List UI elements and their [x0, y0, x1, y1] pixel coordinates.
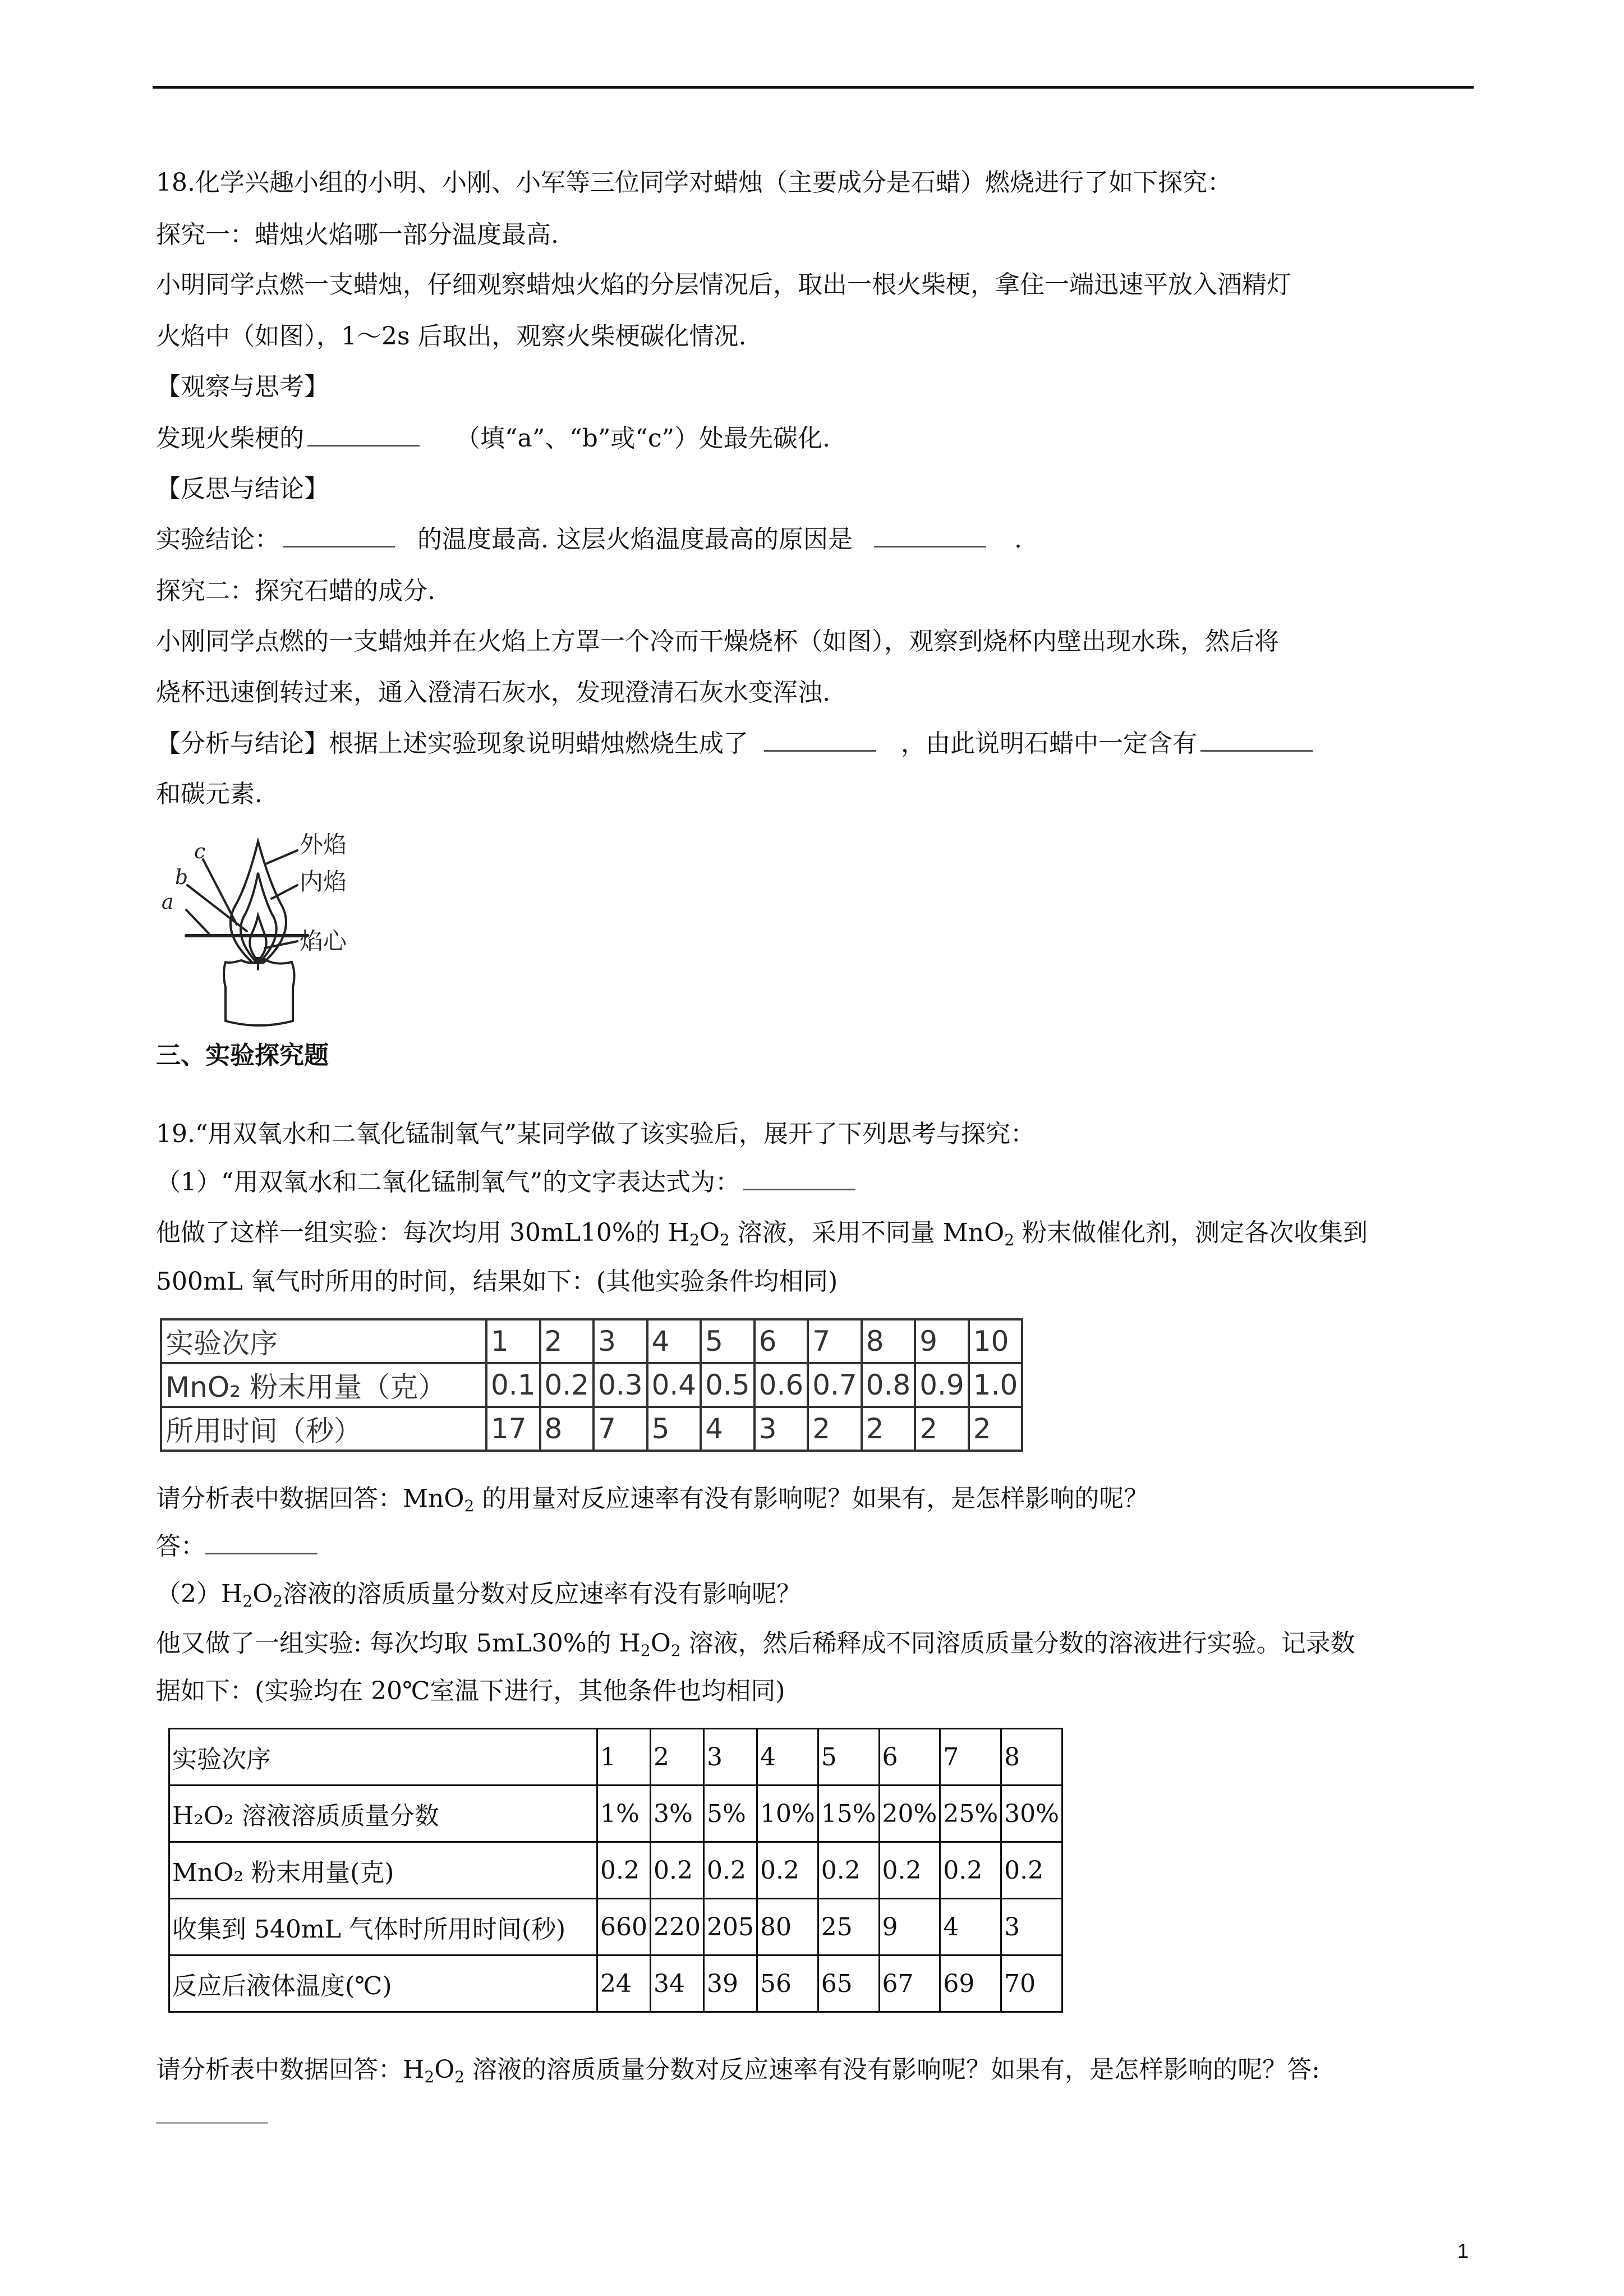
q18-observe-line — [156, 422, 830, 455]
sub-2: 2 — [670, 1641, 681, 1660]
q18-conclusion-mid: 的温度最高. 这层火焰温度最高的原因是 — [417, 525, 853, 554]
q19-exp1-o: O — [699, 1218, 720, 1247]
label-flame-core: 焰心 — [300, 927, 347, 955]
label-b: b — [175, 866, 188, 889]
q18-procedure-line1: 小明同学点燃一支蜡烛，仔细观察蜡烛火焰的分层情况后，取出一根火柴梗，拿住一端迅速平放入酒精灯 — [156, 270, 1291, 299]
q19-ask2-pre: 请分析表中数据回答：H — [156, 2055, 425, 2084]
candle-flame-figure — [153, 819, 366, 1032]
answer-label: 答： — [156, 1532, 205, 1561]
q19-exp2-line2: 据如下：(实验均在 20℃室温下进行，其他条件也均相同) — [156, 1677, 785, 1705]
q19-ask2-o: O — [434, 2055, 455, 2084]
table-cell: 9 — [915, 1319, 969, 1363]
q19-part2-o: O — [252, 1580, 273, 1608]
q18-reflect-heading: 【反思与结论】 — [156, 475, 329, 503]
sub-2: 2 — [454, 2068, 465, 2086]
answer-blank-6[interactable] — [743, 1166, 855, 1190]
sub-2: 2 — [1004, 1231, 1015, 1249]
sub-2: 2 — [273, 1592, 283, 1611]
table-cell: 65 — [818, 1955, 879, 2012]
q18-observe-heading: 【观察与思考】 — [156, 372, 329, 401]
q18-explore1: 探究一：蜡烛火焰哪一部分温度最高. — [156, 220, 559, 249]
q19-exp1-line2: 500mL 氧气时所用的时间，结果如下：(其他实验条件均相同) — [156, 1267, 838, 1296]
table-cell: 2 — [650, 1729, 703, 1786]
q18-stem: 18.化学兴趣小组的小明、小刚、小军等三位同学对蜡烛（主要成分是石蜡）燃烧进行了如下探究： — [156, 168, 1232, 197]
q19-stem: 19.“用双氧水和二氧化锰制氧气”某同学做了该实验后，展开了下列思考与探究： — [156, 1120, 1035, 1148]
pointer-outer — [266, 850, 297, 864]
q19-part2-pre: （2）H — [156, 1580, 243, 1608]
table-cell: 4 — [647, 1319, 701, 1363]
q19-ask2-post: 溶液的溶质质量分数对反应速率有没有影响呢？如果有，是怎样影响的呢？答: — [464, 2055, 1320, 2084]
page-number: 1 — [1457, 2239, 1469, 2262]
q18-observe-post: （填“a”、“b”或“c”）处最先碳化. — [456, 424, 830, 453]
table-cell: 3% — [650, 1786, 703, 1842]
table-cell: 4 — [701, 1407, 755, 1451]
table-cell: 9 — [879, 1899, 940, 1955]
sub-2: 2 — [719, 1231, 730, 1249]
q19-exp1-mid: 溶液，采用不同量 MnO — [729, 1218, 1005, 1247]
table-cell: 4 — [940, 1899, 1001, 1955]
table-cell: 7 — [940, 1729, 1001, 1786]
q19-part1: （1）“用双氧水和二氧化锰制氧气”的文字表达式为： — [156, 1168, 740, 1197]
header-rule — [153, 86, 1474, 89]
q18-analysis-end: 和碳元素. — [156, 780, 263, 808]
q18-analysis-mid: ，由此说明石蜡中一定含有 — [901, 729, 1197, 758]
row-header-cell: 实验次序 — [161, 1319, 486, 1363]
table-cell: 8 — [540, 1407, 594, 1451]
table-cell: 5 — [647, 1407, 701, 1451]
table-row — [169, 1842, 1062, 1899]
mno2-amount-table — [160, 1318, 1023, 1452]
label-a: a — [162, 891, 174, 914]
q18-explore2: 探究二：探究石蜡的成分. — [156, 577, 435, 605]
table-cell: 5 — [818, 1729, 879, 1786]
table-cell: 39 — [703, 1955, 757, 2012]
table-cell: 3 — [703, 1729, 757, 1786]
table-cell: 2 — [915, 1407, 969, 1451]
answer-blank-3[interactable] — [874, 523, 986, 547]
table-cell: 0.8 — [862, 1363, 915, 1407]
table-cell: 1% — [597, 1786, 651, 1842]
q18-observe-pre: 发现火柴梗的 — [156, 424, 304, 453]
table-cell: 0.6 — [755, 1363, 808, 1407]
q19-exp1-pre: 他做了这样一组实验：每次均用 30mL10%的 H — [156, 1218, 690, 1247]
table-cell: 1 — [597, 1729, 651, 1786]
table-cell: 0.2 — [703, 1842, 757, 1899]
sub-2: 2 — [640, 1641, 651, 1660]
table-cell: 67 — [879, 1955, 940, 2012]
table-cell: 17 — [486, 1407, 540, 1451]
table-cell: 2 — [969, 1407, 1023, 1451]
table-cell: 3 — [755, 1407, 808, 1451]
answer-blank-7[interactable] — [205, 1530, 318, 1554]
label-inner-flame: 内焰 — [300, 868, 347, 895]
table-cell: 0.2 — [540, 1363, 594, 1407]
sub-2: 2 — [689, 1231, 700, 1249]
table-cell: 0.9 — [915, 1363, 969, 1407]
q19-part2-post: 溶液的溶质质量分数对反应速率有没有影响呢？ — [283, 1580, 802, 1608]
table-cell: 5 — [701, 1319, 755, 1363]
table-cell: 0.2 — [597, 1842, 651, 1899]
q19-exp2-post: 溶液，然后稀释成不同溶质质量分数的溶液进行实验。记录数 — [680, 1629, 1355, 1658]
q18-conclusion-pre: 实验结论： — [156, 525, 279, 554]
table-row — [169, 1955, 1062, 2012]
answer-blank-5[interactable] — [1200, 728, 1313, 752]
q19-exp2-o: O — [650, 1629, 671, 1658]
table-cell: 5% — [703, 1786, 757, 1842]
q19-ask1-line — [156, 1482, 1148, 1516]
table-cell: 0.1 — [486, 1363, 540, 1407]
answer-blank-4[interactable] — [764, 728, 876, 752]
table-cell: 1.0 — [969, 1363, 1023, 1407]
q19-part2-line — [156, 1577, 801, 1611]
q18-analysis-pre: 【分析与结论】根据上述实验现象说明蜡烛燃烧生成了 — [156, 729, 748, 758]
q18-conclusion-line — [156, 523, 1022, 556]
table-cell: 10% — [757, 1786, 818, 1842]
row-header-cell: H₂O₂ 溶液溶质质量分数 — [169, 1786, 597, 1842]
table-cell: 8 — [1001, 1729, 1062, 1786]
answer-blank-8[interactable] — [156, 2100, 268, 2124]
q19-exp1-post: 粉末做催化剂，测定各次收集到 — [1014, 1218, 1368, 1247]
table-cell: 4 — [757, 1729, 818, 1786]
table-cell: 220 — [650, 1899, 703, 1955]
label-c: c — [194, 840, 206, 863]
answer-blank-2[interactable] — [283, 523, 395, 547]
section-heading: 三、实验探究题 — [156, 1041, 329, 1070]
pointer-c — [203, 859, 237, 924]
table-cell: 25 — [818, 1899, 879, 1955]
row-header-cell: 所用时间（秒） — [161, 1407, 486, 1451]
h2o2-concentration-table — [168, 1728, 1063, 2013]
table-cell: 80 — [757, 1899, 818, 1955]
table-cell: 24 — [597, 1955, 651, 2012]
table-cell: 0.2 — [1001, 1842, 1062, 1899]
sub-2: 2 — [424, 2068, 435, 2086]
label-outer-flame: 外焰 — [300, 831, 347, 858]
row-header-cell: 收集到 540mL 气体时所用时间(秒) — [169, 1899, 597, 1955]
q18-procedure2-line2: 烧杯迅速倒转过来，通入澄清石灰水，发现澄清石灰水变浑浊. — [156, 678, 830, 707]
table-cell: 20% — [879, 1786, 940, 1842]
q19-ask2-line — [156, 2053, 1320, 2087]
table-cell: 56 — [757, 1955, 818, 2012]
table-cell: 0.2 — [879, 1842, 940, 1899]
table-row — [169, 1786, 1062, 1842]
q19-ask1-post: 的用量对反应速率有没有影响呢？如果有，是怎样影响的呢？ — [474, 1484, 1149, 1513]
table-cell: 2 — [862, 1407, 915, 1451]
pointer-a — [186, 910, 209, 933]
table-cell: 0.2 — [940, 1842, 1001, 1899]
table-cell: 0.7 — [808, 1363, 862, 1407]
table-cell: 25% — [940, 1786, 1001, 1842]
table-cell: 6 — [755, 1319, 808, 1363]
table-cell: 6 — [879, 1729, 940, 1786]
table-cell: 0.5 — [701, 1363, 755, 1407]
table-cell: 0.2 — [757, 1842, 818, 1899]
table-cell: 34 — [650, 1955, 703, 2012]
table-cell: 0.4 — [647, 1363, 701, 1407]
q19-exp2-line1 — [156, 1627, 1355, 1660]
row-header-cell: 实验次序 — [169, 1729, 597, 1786]
sub-2: 2 — [464, 1497, 475, 1515]
table-row — [161, 1363, 1022, 1407]
table-cell: 1 — [486, 1319, 540, 1363]
table-row — [161, 1319, 1022, 1363]
table-cell: 10 — [969, 1319, 1023, 1363]
table-cell: 2 — [540, 1319, 594, 1363]
table-cell: 0.2 — [650, 1842, 703, 1899]
q19-answer1-line — [156, 1530, 318, 1563]
table-cell: 205 — [703, 1899, 757, 1955]
table-cell: 7 — [808, 1319, 862, 1363]
table-row — [161, 1407, 1022, 1451]
sub-2: 2 — [242, 1592, 253, 1611]
q19-exp1-line1 — [156, 1216, 1368, 1250]
table-cell: 15% — [818, 1786, 879, 1842]
table-cell: 3 — [594, 1319, 647, 1363]
table-cell: 660 — [597, 1899, 651, 1955]
q18-conclusion-end: . — [1014, 525, 1022, 554]
q19-exp2-pre: 他又做了一组实验: 每次均取 5mL30%的 H — [156, 1629, 641, 1658]
q18-analysis-line — [156, 727, 1313, 761]
table-cell: 7 — [594, 1407, 647, 1451]
table-cell: 69 — [940, 1955, 1001, 2012]
table-row — [169, 1729, 1062, 1786]
q19-answer2-line — [156, 2099, 268, 2133]
table-row — [169, 1899, 1062, 1955]
row-header-cell: MnO₂ 粉末用量（克） — [161, 1363, 486, 1407]
table-cell: 2 — [808, 1407, 862, 1451]
table-cell: 8 — [862, 1319, 915, 1363]
table-cell: 3 — [1001, 1899, 1062, 1955]
row-header-cell: MnO₂ 粉末用量(克) — [169, 1842, 597, 1899]
q18-procedure-line2: 火焰中（如图），1～2s 后取出，观察火柴梗碳化情况. — [156, 322, 747, 351]
table-cell: 0.3 — [594, 1363, 647, 1407]
pointer-b — [187, 885, 247, 931]
q19-ask1-pre: 请分析表中数据回答：MnO — [156, 1484, 464, 1513]
table-cell: 0.2 — [818, 1842, 879, 1899]
q18-procedure2-line1: 小刚同学点燃的一支蜡烛并在火焰上方罩一个冷而干燥烧杯（如图），观察到烧杯内壁出现水珠，然后将 — [156, 627, 1279, 656]
q19-part1-line — [156, 1166, 855, 1199]
table-cell: 70 — [1001, 1955, 1062, 2012]
row-header-cell: 反应后液体温度(℃) — [169, 1955, 597, 2012]
answer-blank-1[interactable] — [307, 422, 420, 447]
table-cell: 30% — [1001, 1786, 1062, 1842]
